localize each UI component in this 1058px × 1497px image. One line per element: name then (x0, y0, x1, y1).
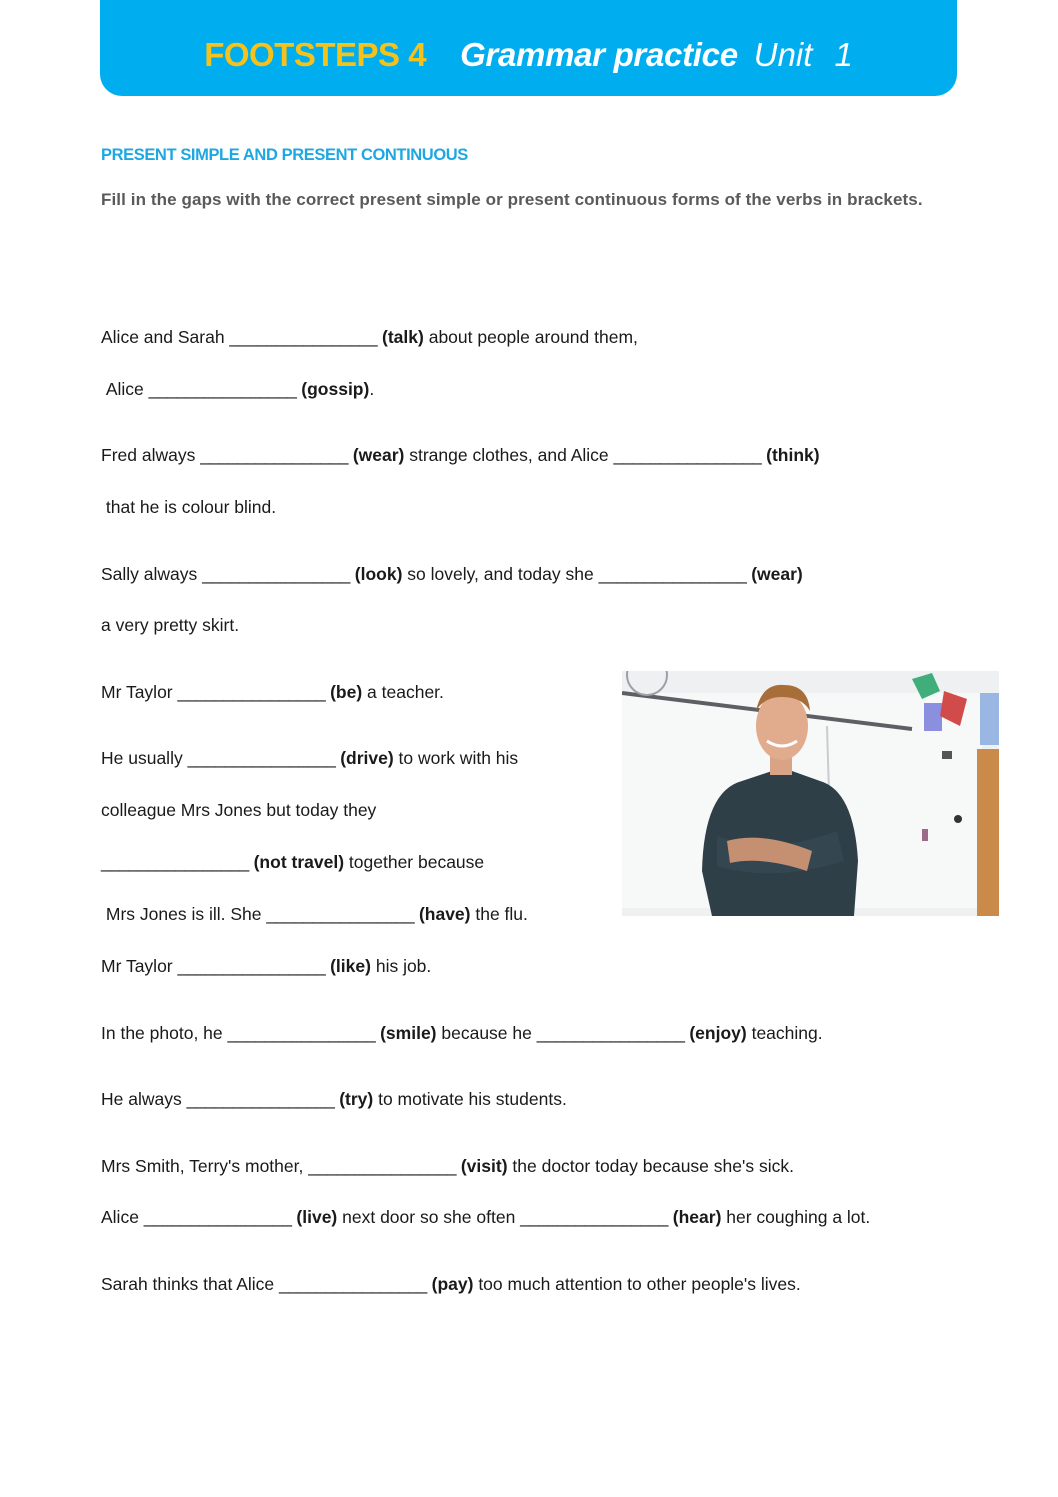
verb-prompt: (look) (354, 564, 403, 584)
sentence-text: Fred always (101, 445, 201, 465)
sentence-text: In the photo, he (101, 1023, 228, 1043)
exercise-line (101, 902, 528, 926)
answer-gap[interactable]: ________________ (143, 1207, 292, 1227)
sentence-text: . (369, 379, 375, 399)
sentence-text: to motivate his students. (373, 1089, 567, 1109)
sentence-text: the doctor today because she's sick. (507, 1156, 794, 1176)
sentence-text: so lovely, and today she (402, 564, 599, 584)
answer-gap[interactable]: ________________ (177, 956, 326, 976)
answer-gap[interactable]: ________________ (202, 564, 350, 584)
verb-prompt: (be) (330, 682, 363, 702)
answer-gap[interactable]: ________________ (598, 564, 747, 584)
answer-gap[interactable]: ________________ (148, 379, 297, 399)
subject-title: Grammar practice (460, 36, 738, 73)
verb-prompt: (think) (766, 445, 820, 465)
sentence-text: Alice (101, 379, 149, 399)
sentence-text: Sally always (101, 564, 203, 584)
sentence-text: He always (101, 1089, 187, 1109)
sentence-text: colleague Mrs Jones but today they (101, 800, 377, 820)
sentence-text: Alice (101, 1207, 144, 1227)
sentence-text: her coughing a lot. (721, 1207, 871, 1227)
sentence-text: teaching. (746, 1023, 823, 1043)
answer-gap[interactable]: ________________ (308, 1156, 456, 1176)
verb-prompt: (pay) (431, 1274, 474, 1294)
teacher-photo-image (622, 671, 999, 916)
verb-prompt: (talk) (382, 327, 424, 347)
teacher-photo (622, 671, 999, 916)
verb-prompt: (smile) (380, 1023, 437, 1043)
exercise-line (101, 850, 484, 874)
header-banner (100, 0, 957, 96)
verb-prompt: (try) (339, 1089, 374, 1109)
sentence-text: Mr Taylor (101, 682, 178, 702)
sentence-text: Mrs Jones is ill. She (101, 904, 267, 924)
answer-gap[interactable]: ________________ (229, 327, 378, 347)
answer-gap[interactable]: ________________ (279, 1274, 427, 1294)
verb-prompt: (hear) (672, 1207, 722, 1227)
exercise-line (101, 798, 376, 822)
verb-prompt: (drive) (340, 748, 394, 768)
verb-prompt: (wear) (352, 445, 405, 465)
verb-prompt: (not travel) (253, 852, 345, 872)
header-title (100, 34, 957, 76)
exercise-line (101, 613, 239, 637)
verb-prompt: (enjoy) (689, 1023, 747, 1043)
verb-prompt: (like) (330, 956, 371, 976)
exercise-line (101, 680, 444, 704)
sentence-text: Alice and Sarah (101, 327, 230, 347)
section-heading: PRESENT SIMPLE AND PRESENT CONTINUOUS (101, 146, 468, 164)
answer-gap[interactable]: ________________ (520, 1207, 668, 1227)
sentence-text: about people around them, (423, 327, 638, 347)
verb-prompt: (have) (418, 904, 471, 924)
answer-gap[interactable]: ________________ (186, 1089, 335, 1109)
brand-name: FOOTSTEPS 4 (204, 36, 427, 73)
exercise-line (101, 1154, 794, 1178)
exercise-line (101, 954, 431, 978)
sentence-text: too much attention to other people's lives. (473, 1274, 801, 1294)
sentence-text: next door so she often (337, 1207, 521, 1227)
sentence-text: a very pretty skirt. (101, 615, 240, 635)
sentence-text: his job. (370, 956, 432, 976)
verb-prompt: (wear) (751, 564, 803, 584)
sentence-text: together because (344, 852, 485, 872)
sentence-text: strange clothes, and Alice (404, 445, 614, 465)
exercise-line (101, 377, 374, 401)
answer-gap[interactable]: ________________ (187, 748, 336, 768)
answer-gap[interactable]: ________________ (177, 682, 326, 702)
verb-prompt: (live) (296, 1207, 338, 1227)
exercise-line (101, 443, 820, 467)
answer-gap[interactable]: ________________ (227, 1023, 376, 1043)
sentence-text: to work with his (393, 748, 519, 768)
unit-number: 1 (834, 36, 853, 73)
answer-gap[interactable]: ________________ (536, 1023, 685, 1043)
instructions: Fill in the gaps with the correct present simple or present continuous forms of the verbs in brackets. (101, 190, 923, 209)
sentence-text: a teacher. (362, 682, 444, 702)
verb-prompt: (gossip) (301, 379, 370, 399)
sentence-text: Mrs Smith, Terry's mother, (101, 1156, 309, 1176)
exercise-line (101, 1021, 823, 1045)
sentence-text: the flu. (470, 904, 528, 924)
exercise-line (101, 1272, 801, 1296)
exercise-line (101, 1087, 567, 1111)
unit-label: Unit (753, 36, 813, 73)
exercise-line (101, 562, 803, 586)
sentence-text: because he (436, 1023, 537, 1043)
sentence-text: Mr Taylor (101, 956, 178, 976)
answer-gap[interactable]: ________________ (613, 445, 762, 465)
sentence-text: Sarah thinks that Alice (101, 1274, 280, 1294)
exercise-line (101, 495, 276, 519)
sentence-text: that he is colour blind. (101, 497, 277, 517)
exercise-line (101, 746, 518, 770)
answer-gap[interactable]: ________________ (101, 852, 249, 872)
sentence-text: He usually (101, 748, 188, 768)
exercise-line (101, 325, 638, 349)
verb-prompt: (visit) (460, 1156, 508, 1176)
exercise-line (101, 1205, 870, 1229)
answer-gap[interactable]: ________________ (266, 904, 415, 924)
answer-gap[interactable]: ________________ (200, 445, 348, 465)
